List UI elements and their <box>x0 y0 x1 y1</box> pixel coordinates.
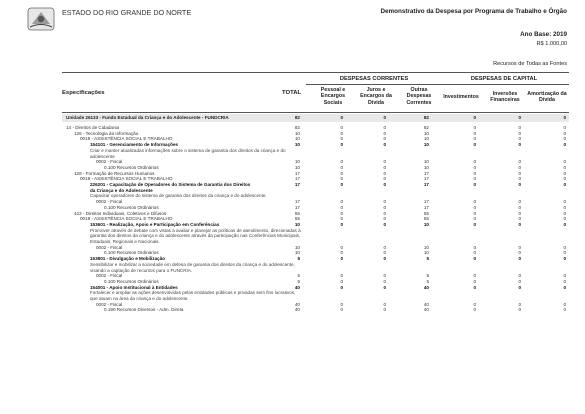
row-value: 55 <box>294 210 300 216</box>
row-label: 0002 - Fiscal <box>96 244 123 250</box>
row-value: 0 <box>473 301 476 307</box>
unit-row-value: 0 <box>340 115 343 120</box>
row-value: 0 <box>473 130 476 136</box>
row-value: 5 <box>297 256 300 262</box>
row-value: 0 <box>518 216 521 222</box>
row-value: 0 <box>473 159 476 165</box>
row-label: 153801 - Divulgação e Mobilização <box>90 256 166 262</box>
row-value: 0 <box>518 284 521 290</box>
row-value: 10 <box>423 142 429 148</box>
unit-row-value: 0 <box>473 115 476 120</box>
row-label: 0018 - ASSISTÊNCIA SOCIAL E TRABALHO <box>80 136 173 142</box>
row-value: 17 <box>423 176 429 182</box>
row-value: 0 <box>383 136 386 142</box>
group-capital-expenses: DESPESAS DE CAPITAL <box>470 76 538 82</box>
header-bottom-rule <box>62 112 569 113</box>
row-value: 0 <box>383 221 386 227</box>
row-value: 0 <box>340 256 343 262</box>
row-value: 0 <box>340 199 343 205</box>
row-value: 40 <box>294 284 300 290</box>
row-value: 17 <box>294 182 300 187</box>
row-value: 0 <box>518 142 521 148</box>
row-value: 55 <box>294 216 300 222</box>
unit-row-value: 0 <box>518 115 521 120</box>
row-value: 5 <box>297 273 300 279</box>
row-value: 0 <box>383 250 386 256</box>
total-header: TOTAL <box>282 90 302 96</box>
resource-source: Recursos de Todas as Fontes <box>493 61 567 67</box>
row-value: 0 <box>383 278 386 284</box>
row-value: 0 <box>563 273 566 279</box>
row-value: 0 <box>563 301 566 307</box>
row-value: 10 <box>294 136 300 142</box>
row-value: 0 <box>340 273 343 279</box>
row-label: 226201 - Capacitação de Operadores do Sistema de Garantia dos Direitos <box>90 182 251 187</box>
row-value: 10 <box>423 136 429 142</box>
row-value: 0 <box>473 199 476 205</box>
row-value: 0 <box>563 164 566 170</box>
row-value: 0 <box>383 216 386 222</box>
row-value: 40 <box>423 307 429 313</box>
row-value: 40 <box>294 301 300 307</box>
row-value: 0 <box>563 278 566 284</box>
row-value: 0 <box>340 125 343 130</box>
unit-row-value: 82 <box>294 115 300 120</box>
row-value: 0 <box>518 199 521 205</box>
row-value: 0 <box>563 176 566 182</box>
row-value: 0 <box>473 142 476 148</box>
row-value: 0 <box>383 142 386 148</box>
row-value: 0 <box>563 307 566 313</box>
row-value: 40 <box>423 284 429 290</box>
row-value: 0 <box>383 159 386 165</box>
row-value: 0 <box>518 221 521 227</box>
row-value: 0 <box>518 130 521 136</box>
row-label: 128 - Formação de Recursos Humanos <box>74 170 155 176</box>
col-head-investments: Investimentos <box>443 94 479 100</box>
row-label: 0018 - ASSISTÊNCIA SOCIAL E TRABALHO <box>80 216 173 222</box>
row-value: 0 <box>563 170 566 176</box>
row-value: 0 <box>563 136 566 142</box>
row-value: 0 <box>563 244 566 250</box>
row-value: 0 <box>340 176 343 182</box>
row-value: 0 <box>563 142 566 148</box>
row-label: Sensibilizar e mobilizar a sociedade em defesa de garantia dos direitos da criança e do adolescente, <box>90 261 295 267</box>
row-value: 0 <box>383 284 386 290</box>
row-label: 0.100 Recursos Ordinários <box>104 250 159 256</box>
row-value: 0 <box>563 216 566 222</box>
row-value: 0 <box>473 176 476 182</box>
row-value: 0 <box>340 204 343 210</box>
row-value: 17 <box>294 204 300 210</box>
row-value: 0 <box>340 307 343 313</box>
row-value: 0 <box>383 301 386 307</box>
row-value: 0 <box>518 136 521 142</box>
row-label: visando a captação de recursos para o FUNCRIA. <box>90 267 193 273</box>
row-value: 5 <box>426 278 429 284</box>
row-label: Capacitar operadores do sistema de garantia dos direitos da criança e do adolescente. <box>90 193 267 199</box>
row-value: 0 <box>473 210 476 216</box>
state-name: ESTADO DO RIO GRANDE DO NORTE <box>62 8 192 17</box>
row-label: adolescente <box>90 153 115 159</box>
row-value: 10 <box>294 130 300 136</box>
col-head-other-current: Outras Despesas Correntes <box>406 87 432 106</box>
row-label: 0002 - Fiscal <box>96 301 123 307</box>
row-label: que atuam na área da criança e do adolescente. <box>90 296 189 301</box>
row-value: 0 <box>383 182 386 187</box>
row-value: 17 <box>423 199 429 205</box>
row-value: 0 <box>518 204 521 210</box>
row-value: 0 <box>473 273 476 279</box>
row-value: 0 <box>340 221 343 227</box>
row-value: 0 <box>563 250 566 256</box>
row-value: 0 <box>518 256 521 262</box>
row-value: 0 <box>563 125 566 130</box>
row-label: 0.100 Recursos Ordinários <box>104 278 159 284</box>
unit-row-label: Unidade 26133 - Fundo Estadual da Criança e do Adolescente - FUNDCRIA <box>66 115 229 120</box>
row-value: 5 <box>426 273 429 279</box>
row-value: 0 <box>518 170 521 176</box>
row-value: 0 <box>340 278 343 284</box>
group-divider-rule <box>306 84 569 85</box>
row-value: 0 <box>473 125 476 130</box>
row-label: 0.100 Recursos Ordinários <box>104 204 159 210</box>
row-value: 0 <box>518 210 521 216</box>
row-label: 0002 - Fiscal <box>96 159 123 165</box>
row-value: 0 <box>340 182 343 187</box>
row-value: 0 <box>518 250 521 256</box>
row-value: 10 <box>294 159 300 165</box>
row-value: 0 <box>518 159 521 165</box>
row-value: 0 <box>340 164 343 170</box>
row-label: 153601 - Realização, Apoio e Participação em Conferências <box>90 221 220 227</box>
row-value: 0 <box>473 204 476 210</box>
row-value: 0 <box>383 199 386 205</box>
row-label: 0018 - ASSISTÊNCIA SOCIAL E TRABALHO <box>80 176 173 182</box>
row-label: 0.190 Recursos Diversos - Adm. Direta <box>104 307 184 313</box>
row-value: 0 <box>563 221 566 227</box>
row-label: 0002 - Fiscal <box>96 273 123 279</box>
row-value: 0 <box>563 182 566 187</box>
row-value: 17 <box>423 170 429 176</box>
row-value: 0 <box>340 284 343 290</box>
row-value: 17 <box>294 199 300 205</box>
row-value: 10 <box>294 250 300 256</box>
row-value: 0 <box>518 176 521 182</box>
unit-row-value: 0 <box>563 115 566 120</box>
col-head-interest: Juros e Encargos da Dívida <box>360 87 392 106</box>
header-top-rule <box>62 72 569 73</box>
row-value: 10 <box>294 244 300 250</box>
row-label: Criar e manter atualizadas informações sobre o sistema de garantia dos direitos da criança e do <box>90 147 286 153</box>
group-current-expenses: DESPESAS CORRENTES <box>339 76 409 82</box>
row-value: 55 <box>423 210 429 216</box>
row-value: 0 <box>383 256 386 262</box>
row-value: 17 <box>423 182 429 187</box>
row-value: 0 <box>473 136 476 142</box>
row-value: 0 <box>473 244 476 250</box>
row-value: 0 <box>518 244 521 250</box>
row-value: 0 <box>518 182 521 187</box>
row-label: 126 - Tecnologia da Informação <box>74 130 139 136</box>
table-row <box>0 307 585 313</box>
row-value: 0 <box>340 142 343 148</box>
col-head-debt-amortization: Amortização da Dívida <box>527 91 567 104</box>
row-label: 154101 - Gerenciamento de Informações <box>90 142 179 148</box>
row-value: 0 <box>340 210 343 216</box>
row-value: 0 <box>340 244 343 250</box>
row-label: 422 - Direitos Individuais, Coletivos e Difusos <box>74 210 167 216</box>
row-value: 0 <box>518 164 521 170</box>
col-head-personnel: Pessoal e Encargos Sociais <box>320 87 346 106</box>
row-value: 0 <box>473 284 476 290</box>
row-value: 0 <box>473 278 476 284</box>
row-value: 10 <box>423 164 429 170</box>
row-value: 0 <box>563 199 566 205</box>
row-value: 0 <box>383 170 386 176</box>
row-value: 0 <box>563 284 566 290</box>
row-value: 82 <box>423 125 429 130</box>
row-value: 0 <box>518 307 521 313</box>
row-value: 0 <box>563 210 566 216</box>
row-value: 55 <box>423 216 429 222</box>
row-value: 17 <box>294 170 300 176</box>
row-value: 0 <box>383 164 386 170</box>
row-value: 0 <box>473 307 476 313</box>
row-value: 10 <box>294 221 300 227</box>
row-value: 0 <box>383 125 386 130</box>
row-value: 40 <box>294 307 300 313</box>
row-value: 0 <box>473 221 476 227</box>
row-label: 0.100 Recursos Ordinários <box>104 164 159 170</box>
row-value: 0 <box>340 170 343 176</box>
row-value: 0 <box>473 170 476 176</box>
row-value: 0 <box>473 250 476 256</box>
row-value: 0 <box>340 250 343 256</box>
row-value: 0 <box>518 125 521 130</box>
row-value: 0 <box>563 130 566 136</box>
specifications-header: Especificações <box>62 90 105 96</box>
row-value: 0 <box>518 278 521 284</box>
row-value: 10 <box>294 142 300 148</box>
currency-unit: R$ 1.000,00 <box>536 41 567 47</box>
row-value: 0 <box>563 204 566 210</box>
row-value: 0 <box>473 182 476 187</box>
row-value: 0 <box>563 256 566 262</box>
row-value: 0 <box>340 159 343 165</box>
row-value: 0 <box>563 159 566 165</box>
row-label: 154001 - Apoio Institucional à Entidades <box>90 284 178 290</box>
row-label: Promover através de debate com vistas a avaliar e planejar as políticas de atendimento, direcionadas à <box>90 227 301 233</box>
row-value: 10 <box>423 244 429 250</box>
row-value: 0 <box>383 307 386 313</box>
row-label: Estaduais, Regionais e Nacionais. <box>90 239 160 244</box>
row-label: 0002 - Fiscal <box>96 199 123 205</box>
unit-row-value: 82 <box>423 115 429 120</box>
row-value: 5 <box>426 256 429 262</box>
row-value: 0 <box>518 273 521 279</box>
row-value: 10 <box>423 250 429 256</box>
row-value: 0 <box>473 216 476 222</box>
row-label: garantia dos direitos da criança e do adolescente através da participação nas Conferências Municipais, <box>90 233 301 239</box>
unit-row-value: 0 <box>383 115 386 120</box>
row-label: Fortalecer e ampliar as ações desenvolvidas pelas entidades públicas e privadas sem fins lucrativos, <box>90 290 296 296</box>
row-value: 0 <box>340 136 343 142</box>
row-value: 0 <box>383 244 386 250</box>
row-label: da Criança e do Adolescente <box>90 187 153 193</box>
row-value: 0 <box>340 130 343 136</box>
row-value: 0 <box>518 301 521 307</box>
base-year: Ano Base: 2019 <box>520 31 567 38</box>
row-value: 0 <box>383 176 386 182</box>
row-value: 0 <box>473 256 476 262</box>
row-value: 0 <box>383 130 386 136</box>
row-value: 40 <box>423 301 429 307</box>
row-value: 10 <box>423 221 429 227</box>
row-value: 10 <box>423 130 429 136</box>
row-value: 17 <box>294 176 300 182</box>
row-value: 0 <box>473 164 476 170</box>
state-coat-of-arms-logo <box>26 6 56 32</box>
row-value: 5 <box>297 278 300 284</box>
row-value: 0 <box>383 273 386 279</box>
row-value: 17 <box>423 204 429 210</box>
row-value: 0 <box>340 301 343 307</box>
row-value: 0 <box>383 204 386 210</box>
row-value: 0 <box>383 210 386 216</box>
row-value: 10 <box>423 159 429 165</box>
row-value: 82 <box>294 125 300 130</box>
report-title: Demonstrativo da Despesa por Programa de Trabalho e Órgão <box>380 8 567 15</box>
row-value: 0 <box>340 216 343 222</box>
row-value: 10 <box>294 164 300 170</box>
col-head-financial-inversions: Inversões Financeiras <box>490 91 520 104</box>
row-label: 14 - Direitos de Cidadania <box>66 125 120 130</box>
